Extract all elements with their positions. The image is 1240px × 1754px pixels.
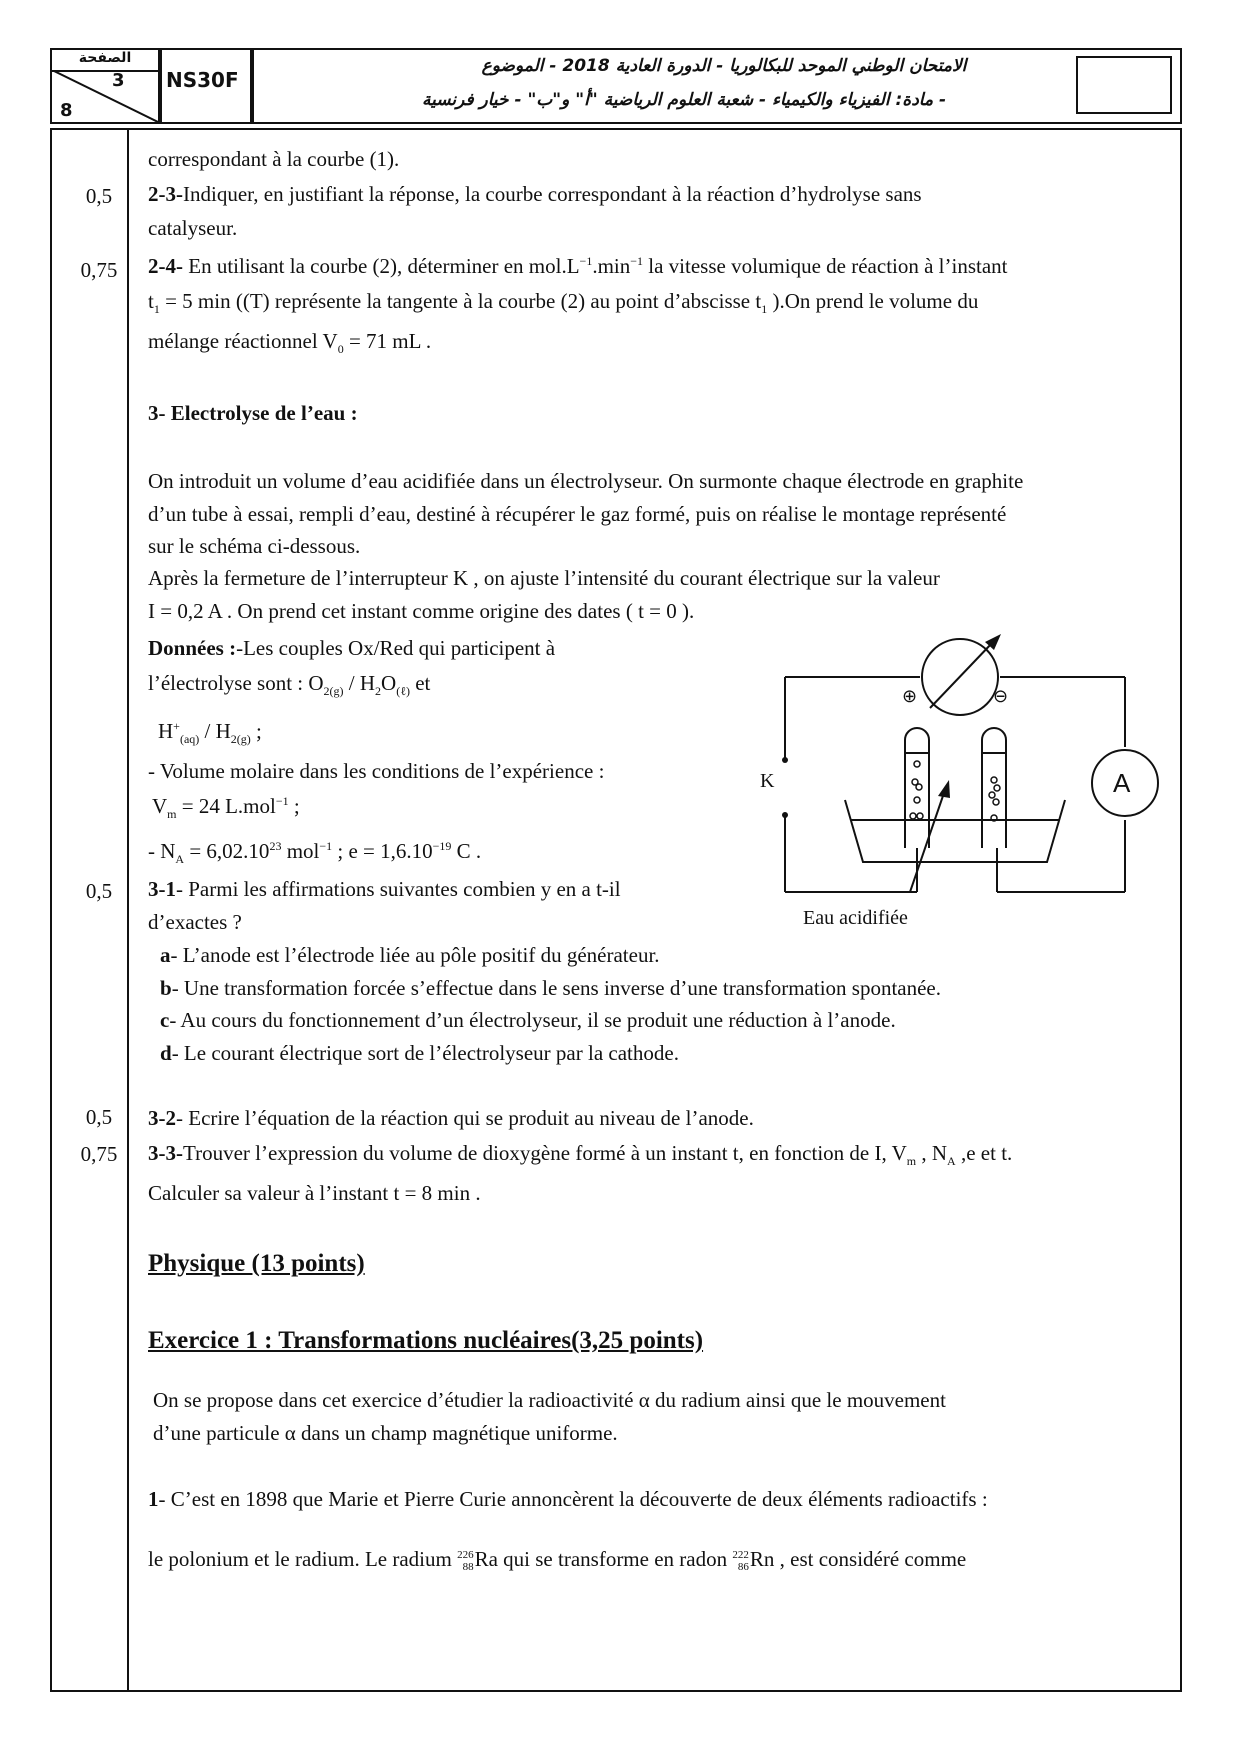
data-heading: Données :-Les couples Ox/Red qui participent à (148, 636, 556, 660)
switch-contact (782, 812, 788, 818)
text-line: Après la fermeture de l’interrupteur K , on ajuste l’intensité du courant électrique sur la valeur (148, 566, 940, 590)
choice-d: d- Le courant électrique sort de l’électrolyseur par la cathode. (160, 1041, 679, 1065)
score-3-3: 0,75 (80, 1142, 118, 1166)
ammeter-label: A (1113, 768, 1131, 798)
text-line: - $N_A = 6,02.10^{23}$ mol$^{-1}$ ; $e = 1,6.10^{-19}$ C . (148, 839, 482, 867)
subject-code: NS30F (166, 68, 239, 92)
electrolysis-diagram (745, 630, 1165, 950)
exam-subject: - مادة: الفيزياء والكيمياء - شعبة العلوم الرياضية "أ" و"ب" - خيار فرنسية (421, 90, 947, 110)
question-2-4: 2-4- En utilisant la courbe (2), déterminer en $mol.L^{-1}.\min^{-1}$ la vitesse volumique de réaction à l’instant (148, 254, 1008, 278)
test-tube-left (905, 728, 929, 848)
plus-terminal: ⊕ (902, 686, 918, 707)
page-label: الصفحة (52, 50, 158, 72)
choice-c: c- Au cours du fonctionnement d’un électrolyseur, il se produit une réduction à l’anode. (160, 1008, 896, 1032)
minus-terminal: ⊖ (993, 686, 1009, 707)
text-line: mélange réactionnel $V_0 = 71$ mL . (148, 329, 432, 357)
text-line: catalyseur. (148, 216, 238, 240)
page-total: 8 (60, 100, 73, 121)
text-line: - Volume molaire dans les conditions de l’expérience : (148, 759, 605, 783)
arrow-head (938, 780, 950, 798)
section-title: 3- Electrolyse de l’eau : (148, 401, 358, 425)
page-number-box (50, 48, 160, 124)
question-3-2: 3-2- Ecrire l’équation de la réaction qui se produit au niveau de l’anode. (148, 1106, 754, 1130)
margin-divider (127, 128, 129, 1692)
caption-arrow (910, 790, 945, 892)
text-line: l’électrolyse sont : $O_{2(g)} / H_2O_{(\ell)}$ et (148, 671, 431, 699)
text-line: d’un tube à essai, rempli d’eau, destiné à récupérer le gaz formé, puis on réalise le montage représenté (148, 502, 1007, 526)
beaker (845, 800, 1065, 862)
text-line: d’une particule α dans un champ magnétique uniforme. (153, 1421, 618, 1445)
question-3-3: 3-3-Trouver l’expression du volume de dioxygène formé à un instant t, en fonction de I, $V_m$ , $N_A$ ,e et t. (148, 1141, 1013, 1169)
text-line: sur le schéma ci-dessous. (148, 534, 361, 558)
choice-b: b- Une transformation forcée s’effectue dans le sens inverse d’une transformation spontanée. (160, 976, 942, 1000)
text-line: $H^+_{(aq)} / H_{2(g)}$ ; (158, 719, 262, 747)
gas-bubbles (910, 761, 1000, 821)
score-3-1: 0,5 (85, 879, 113, 903)
text-line: $V_m = 24$ L.mol$^{-1}$ ; (152, 794, 300, 822)
score-3-2: 0,5 (85, 1105, 113, 1129)
blank-box (1076, 56, 1172, 114)
page-number: 3 (112, 70, 125, 91)
code-box (160, 48, 252, 124)
question-2-3: 2-3-Indiquer, en justifiant la réponse, la courbe correspondant à la réaction d’hydrolyse sans (148, 182, 922, 206)
switch-label: K (760, 770, 775, 792)
question-1: 1- C’est en 1898 que Marie et Pierre Curie annoncèrent la découverte de deux éléments radioactifs : (148, 1487, 988, 1511)
title-box (252, 48, 1182, 124)
exam-title: الامتحان الوطني الموحد للبكالوريا - الدورة العادية 2018 - الموضوع (481, 56, 967, 76)
switch-contact (782, 757, 788, 763)
exercise-heading: Exercice 1 : Transformations nucléaires(3,25 points) (148, 1327, 704, 1354)
text-line: le polonium et le radium. Le radium 226 88 Ra qui se transforme en radon 222 86 Rn , est considéré comme (148, 1547, 967, 1574)
score-2-3: 0,5 (85, 184, 113, 208)
text-line: correspondant à la courbe (1). (148, 147, 400, 171)
question-3-1: 3-1- Parmi les affirmations suivantes combien y en a t-il (148, 877, 621, 901)
physics-heading: Physique (13 points) (148, 1250, 365, 1277)
score-2-4: 0,75 (80, 258, 118, 282)
text-line: I = 0,2 A . On prend cet instant comme origine des dates ( t = 0 ). (148, 599, 695, 623)
text-line: Calculer sa valeur à l’instant t = 8 min . (148, 1181, 481, 1205)
choice-a: a- L’anode est l’électrode liée au pôle positif du générateur. (160, 943, 660, 967)
text-line: $t_1 = 5$ min ((T) représente la tangente à la courbe (2) au point d’abscisse $t_1$ ).On prend le volume du (148, 289, 979, 317)
text-line: On se propose dans cet exercice d’étudier la radioactivité α du radium ainsi que le mouvement (153, 1388, 946, 1412)
text-line: d’exactes ? (148, 910, 242, 934)
diagram-caption: Eau acidifiée (803, 907, 908, 929)
text-line: On introduit un volume d’eau acidifiée dans un électrolyseur. On surmonte chaque électrode en graphite (148, 469, 1024, 493)
